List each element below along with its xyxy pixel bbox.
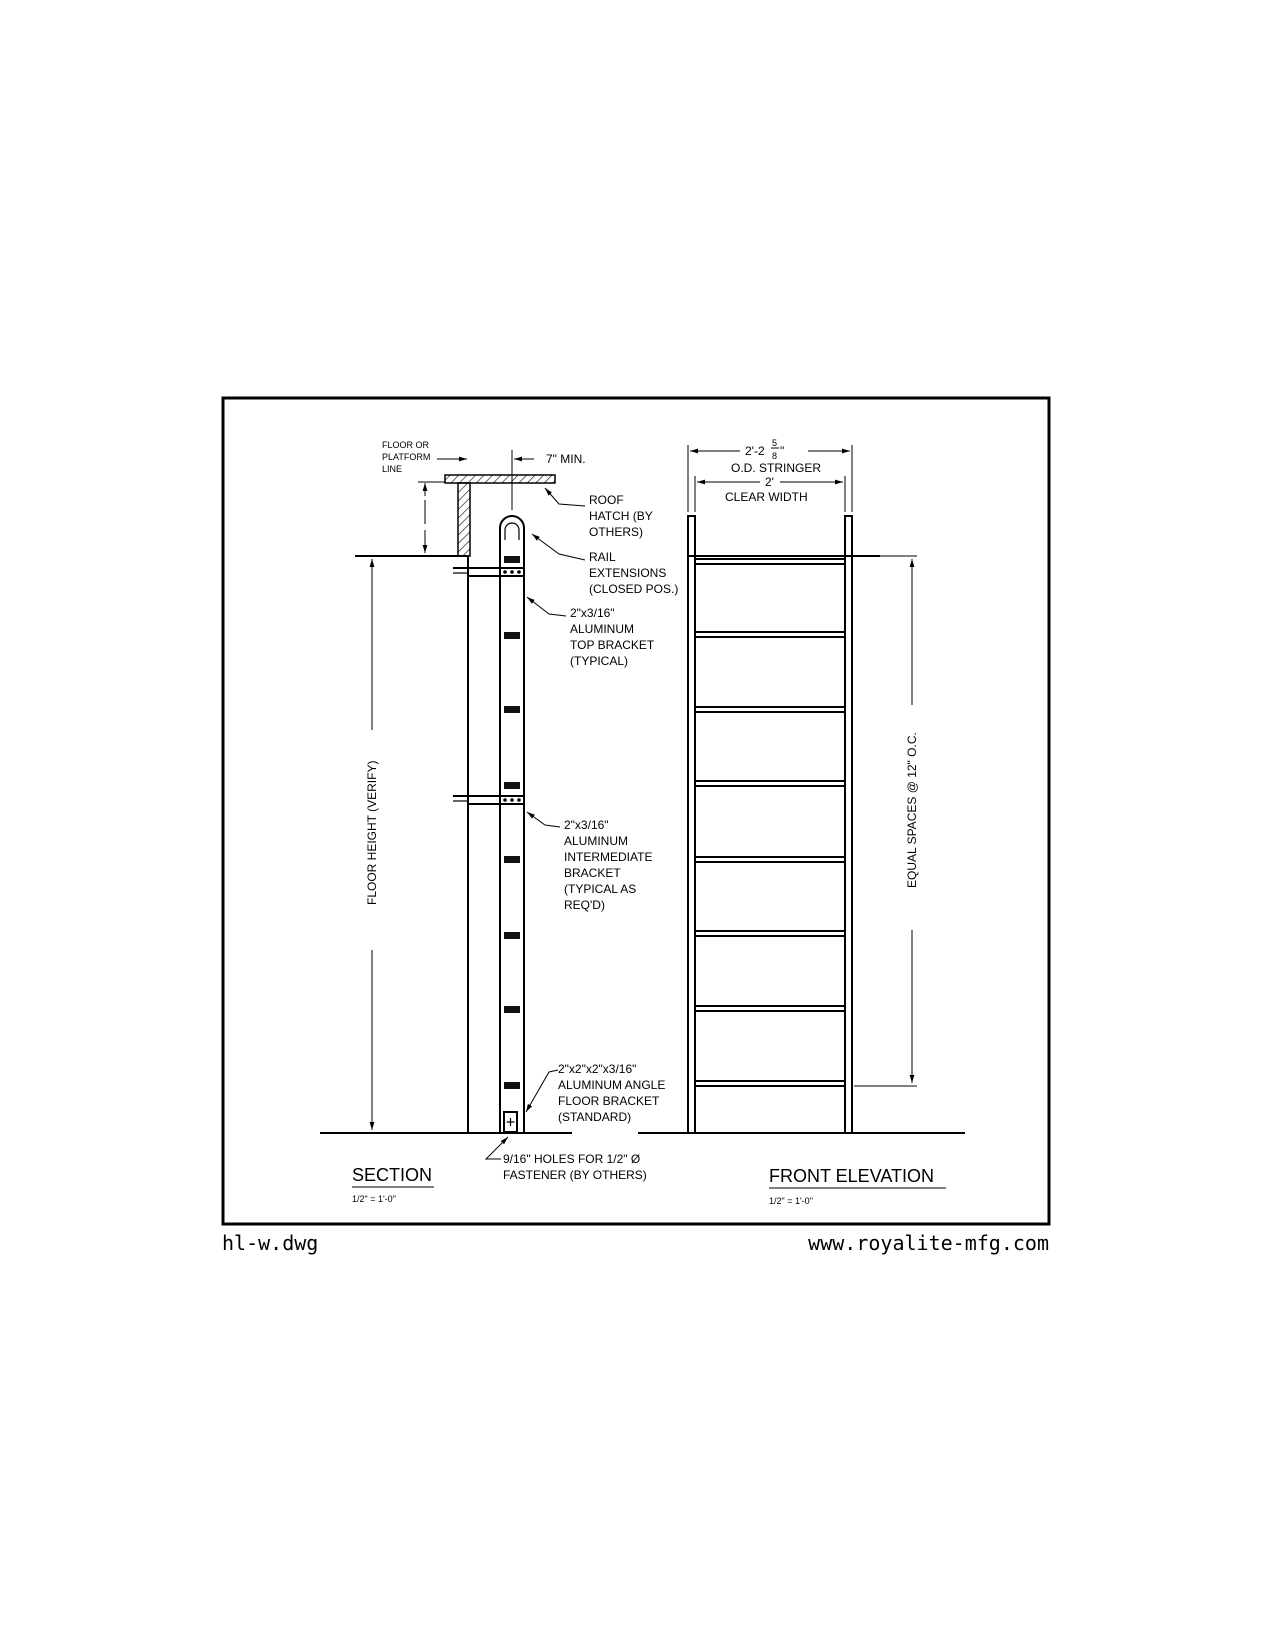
rail-extension-leader [532, 534, 585, 560]
section-view [320, 440, 678, 1204]
front-elevation-title: FRONT ELEVATION [769, 1166, 935, 1186]
top-bracket-label: 2"x3/16" ALUMINUM TOP BRACKET (TYPICAL) [570, 606, 655, 668]
rung-end [504, 556, 520, 563]
section-scale: 1/2" = 1'-0" [352, 1194, 396, 1204]
rung-end [504, 632, 520, 639]
intermediate-bracket-leader [527, 812, 560, 827]
rung [695, 559, 845, 564]
rung-end [504, 1082, 520, 1089]
file-name: hl-w.dwg [222, 1231, 319, 1255]
floor-height-label: FLOOR HEIGHT (VERIFY) [365, 760, 379, 905]
equal-spaces-label: EQUAL SPACES @ 12" O.C. [905, 732, 919, 888]
bolt [517, 570, 521, 574]
front-elevation-view [638, 438, 965, 1206]
rung [695, 632, 845, 637]
floor-bracket-label: 2"x2"x2"x3/16" ALUMINUM ANGLE FLOOR BRACKET (STANDARD) [558, 1062, 666, 1124]
rung [695, 1006, 845, 1011]
rung [695, 781, 845, 786]
right-stringer [845, 516, 852, 1133]
roof-hatch-leader [545, 488, 585, 506]
od-fraction-numerator: 5 [772, 438, 778, 448]
clear-width-label: CLEAR WIDTH [725, 490, 808, 504]
rail-extension-hoop [500, 516, 524, 540]
rung-end [504, 1006, 520, 1013]
bolt [510, 798, 514, 802]
roof-hatch-slab [445, 475, 555, 483]
roof-hatch-wall [458, 483, 470, 556]
bolt [510, 570, 514, 574]
top-bracket-leader [527, 597, 566, 616]
rung [695, 931, 845, 936]
front-scale: 1/2" = 1'-0" [769, 1196, 813, 1206]
rung-end [504, 932, 520, 939]
od-stringer-label: O.D. STRINGER [731, 461, 822, 475]
rail-extension-inner [505, 523, 519, 540]
website-url: www.royalite-mfg.com [808, 1231, 1049, 1255]
bolt [503, 798, 507, 802]
holes-label: 9/16" HOLES FOR 1/2" Ø FASTENER (BY OTHERS) [503, 1152, 647, 1182]
rung-ends [504, 556, 520, 1089]
rung [695, 1081, 845, 1086]
min-clearance-label: 7" MIN. [546, 452, 586, 466]
intermediate-bracket-label: 2"x3/16" ALUMINUM INTERMEDIATE BRACKET (TYPICAL AS REQ'D) [564, 818, 653, 912]
rung-end [504, 856, 520, 863]
clear-dimension-value: 2' [765, 475, 774, 489]
od-inch-mark: " [780, 444, 785, 458]
rung-end [504, 782, 520, 789]
floor-line-label: FLOOR OR PLATFORM LINE [382, 440, 431, 474]
od-fraction-denominator: 8 [772, 451, 778, 461]
rung [695, 857, 845, 862]
bolt [517, 798, 521, 802]
floor-bracket-leader [526, 1070, 558, 1112]
bolt [503, 570, 507, 574]
section-title: SECTION [352, 1165, 433, 1185]
rail-extensions-label: RAIL EXTENSIONS (CLOSED POS.) [589, 550, 679, 596]
od-dimension-value: 2'-2 [745, 444, 765, 458]
rung-end [504, 706, 520, 713]
rungs [695, 559, 845, 1086]
rung [695, 707, 845, 712]
roof-hatch-label: ROOF HATCH (BY OTHERS) [589, 493, 653, 539]
left-stringer [688, 516, 695, 1133]
